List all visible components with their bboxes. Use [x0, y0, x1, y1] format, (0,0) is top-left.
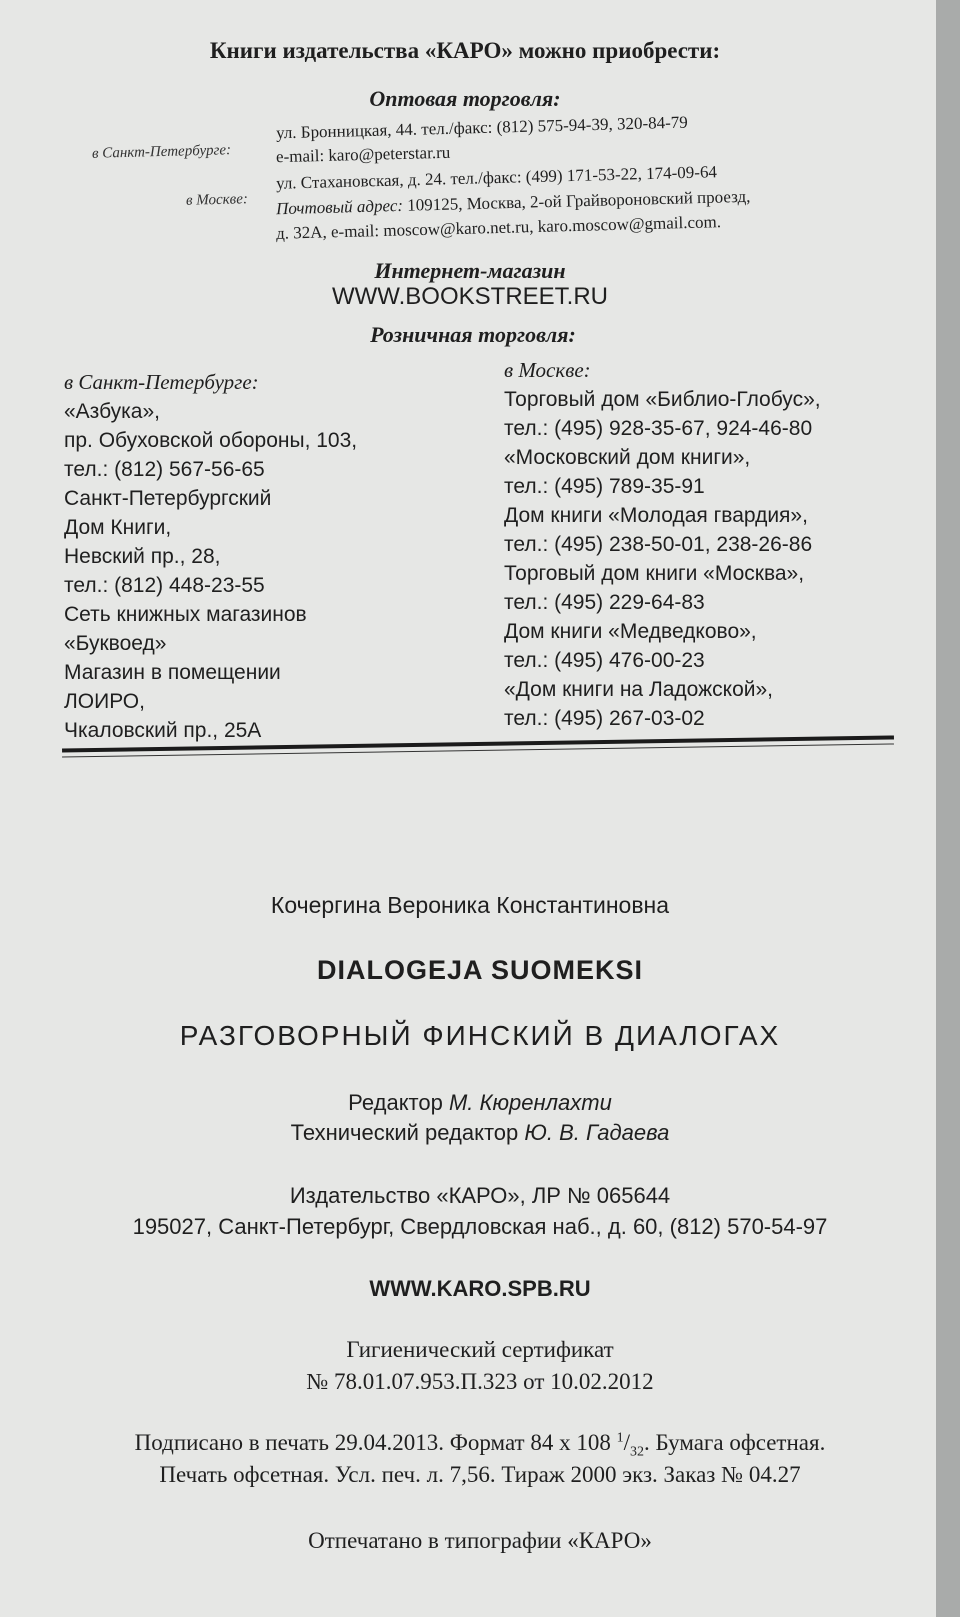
- postal-label: Почтовый адрес:: [275, 195, 404, 219]
- retail-msk-line: Торговый дом «Библио-Глобус»,: [504, 388, 821, 411]
- retail-msk-line: тел.: (495) 789-35-91: [504, 475, 705, 498]
- publisher-website[interactable]: WWW.KARO.SPB.RU: [369, 1276, 591, 1301]
- format-fraction-denominator: 32: [630, 1444, 644, 1460]
- print-details-line2: Печать офсетная. Усл. печ. л. 7,56. Тираж 2000 экз. Заказ № 04.27: [159, 1462, 801, 1487]
- retail-spb-line: «Азбука»,: [64, 400, 160, 423]
- wholesale-msk-address: ул. Стахановская, д. 24. тел./факс: (499) 171-53-22, 174-09-64: [275, 162, 718, 193]
- editor-label: Редактор: [348, 1090, 443, 1115]
- retail-spb-line: Дом Книги,: [64, 516, 172, 539]
- retail-msk-line: Дом книги «Молодая гвардия»,: [504, 504, 808, 527]
- format-fraction-numerator: 1: [616, 1430, 624, 1446]
- postal-address: 109125, Москва, 2-ой Грайвороновский проезд,: [407, 186, 751, 215]
- retail-msk-line: Торговый дом книги «Москва»,: [504, 562, 805, 585]
- online-store-url[interactable]: WWW.BOOKSTREET.RU: [332, 283, 608, 310]
- wholesale-spb-email: e-mail: karo@peterstar.ru: [275, 142, 451, 167]
- wholesale-heading: Оптовая торговля:: [369, 86, 561, 111]
- wholesale-spb-address: ул. Бронницкая, 44. тел./факс: (812) 575-94-39, 320-84-79: [275, 112, 688, 143]
- tech-editor-label: Технический редактор: [290, 1120, 519, 1145]
- print-details-line1: Подписано в печать 29.04.2013. Формат 84 х 108 $^1/_{32}$. Бумага офсетная.: [134, 1430, 826, 1460]
- retail-msk-line: «Дом книги на Ладожской»,: [504, 678, 773, 701]
- retail-spb-line: Сеть книжных магазинов: [64, 603, 307, 626]
- purchase-heading: Книги издательства «КАРО» можно приобрести:: [209, 38, 721, 63]
- retail-msk-line: тел.: (495) 238-50-01, 238-26-86: [504, 533, 813, 556]
- retail-spb-line: Невский пр., 28,: [64, 545, 221, 568]
- online-store-heading: Интернет-магазин: [374, 258, 566, 283]
- retail-heading: Розничная торговля:: [370, 322, 576, 347]
- certificate-title: Гигиенический сертификат: [346, 1337, 614, 1362]
- retail-spb-line: «Буквоед»: [64, 632, 167, 655]
- wholesale-spb-label: в Санкт-Петербурге:: [91, 142, 232, 162]
- print-signed-format: Подписано в печать 29.04.2013. Формат 84 х 108: [134, 1430, 611, 1455]
- wholesale-msk-email: д. 32А, e-mail: moscow@karo.net.ru, karo.moscow@gmail.com.: [275, 212, 722, 243]
- retail-spb-line: тел.: (812) 567-56-65: [64, 458, 265, 481]
- editor-line: [200, 1090, 760, 1116]
- retail-spb-line: пр. Обуховской обороны, 103,: [64, 429, 358, 452]
- tech-editor-name: Ю. В. Гадаева: [524, 1120, 670, 1145]
- book-subtitle: РАЗГОВОРНЫЙ ФИНСКИЙ В ДИАЛОГАХ: [179, 1020, 781, 1051]
- wholesale-msk-label: в Москве:: [185, 191, 249, 209]
- book-title: DIALOGEJA SUOMEKSI: [316, 955, 644, 985]
- retail-spb-line: ЛОИРО,: [64, 690, 145, 713]
- retail-spb-line: Магазин в помещении: [64, 661, 281, 684]
- retail-spb-line: Чкаловский пр., 25А: [64, 719, 262, 742]
- retail-msk-line: тел.: (495) 267-03-02: [504, 707, 705, 730]
- tech-editor-line: [180, 1120, 780, 1146]
- retail-msk-line: Дом книги «Медведково»,: [504, 620, 757, 643]
- editor-name: М. Кюренлахти: [448, 1090, 612, 1115]
- publisher-address: 195027, Санкт-Петербург, Свердловская наб., д. 60, (812) 570-54-97: [132, 1214, 828, 1239]
- retail-msk-column: [504, 356, 821, 733]
- print-paper: . Бумага офсетная.: [644, 1430, 826, 1455]
- retail-msk-heading: в Москве:: [504, 358, 591, 382]
- retail-msk-line: тел.: (495) 229-64-83: [504, 591, 705, 614]
- retail-spb-heading: в Санкт-Петербурге:: [64, 370, 259, 394]
- certificate-number: № 78.01.07.953.П.323 от 10.02.2012: [306, 1369, 654, 1394]
- printed-at: Отпечатано в типографии «КАРО»: [308, 1528, 652, 1553]
- retail-msk-line: «Московский дом книги»,: [504, 446, 751, 469]
- retail-spb-column: [64, 368, 357, 745]
- publisher-line: Издательство «КАРО», ЛР № 065644: [289, 1183, 671, 1208]
- retail-msk-line: тел.: (495) 928-35-67, 924-46-80: [504, 417, 813, 440]
- retail-spb-line: Санкт-Петербургский: [64, 487, 272, 510]
- retail-msk-line: тел.: (495) 476-00-23: [504, 649, 705, 672]
- retail-spb-line: тел.: (812) 448-23-55: [64, 574, 265, 597]
- author-name: Кочергина Вероника Константиновна: [270, 892, 670, 918]
- page-edge-shadow: [936, 0, 960, 1617]
